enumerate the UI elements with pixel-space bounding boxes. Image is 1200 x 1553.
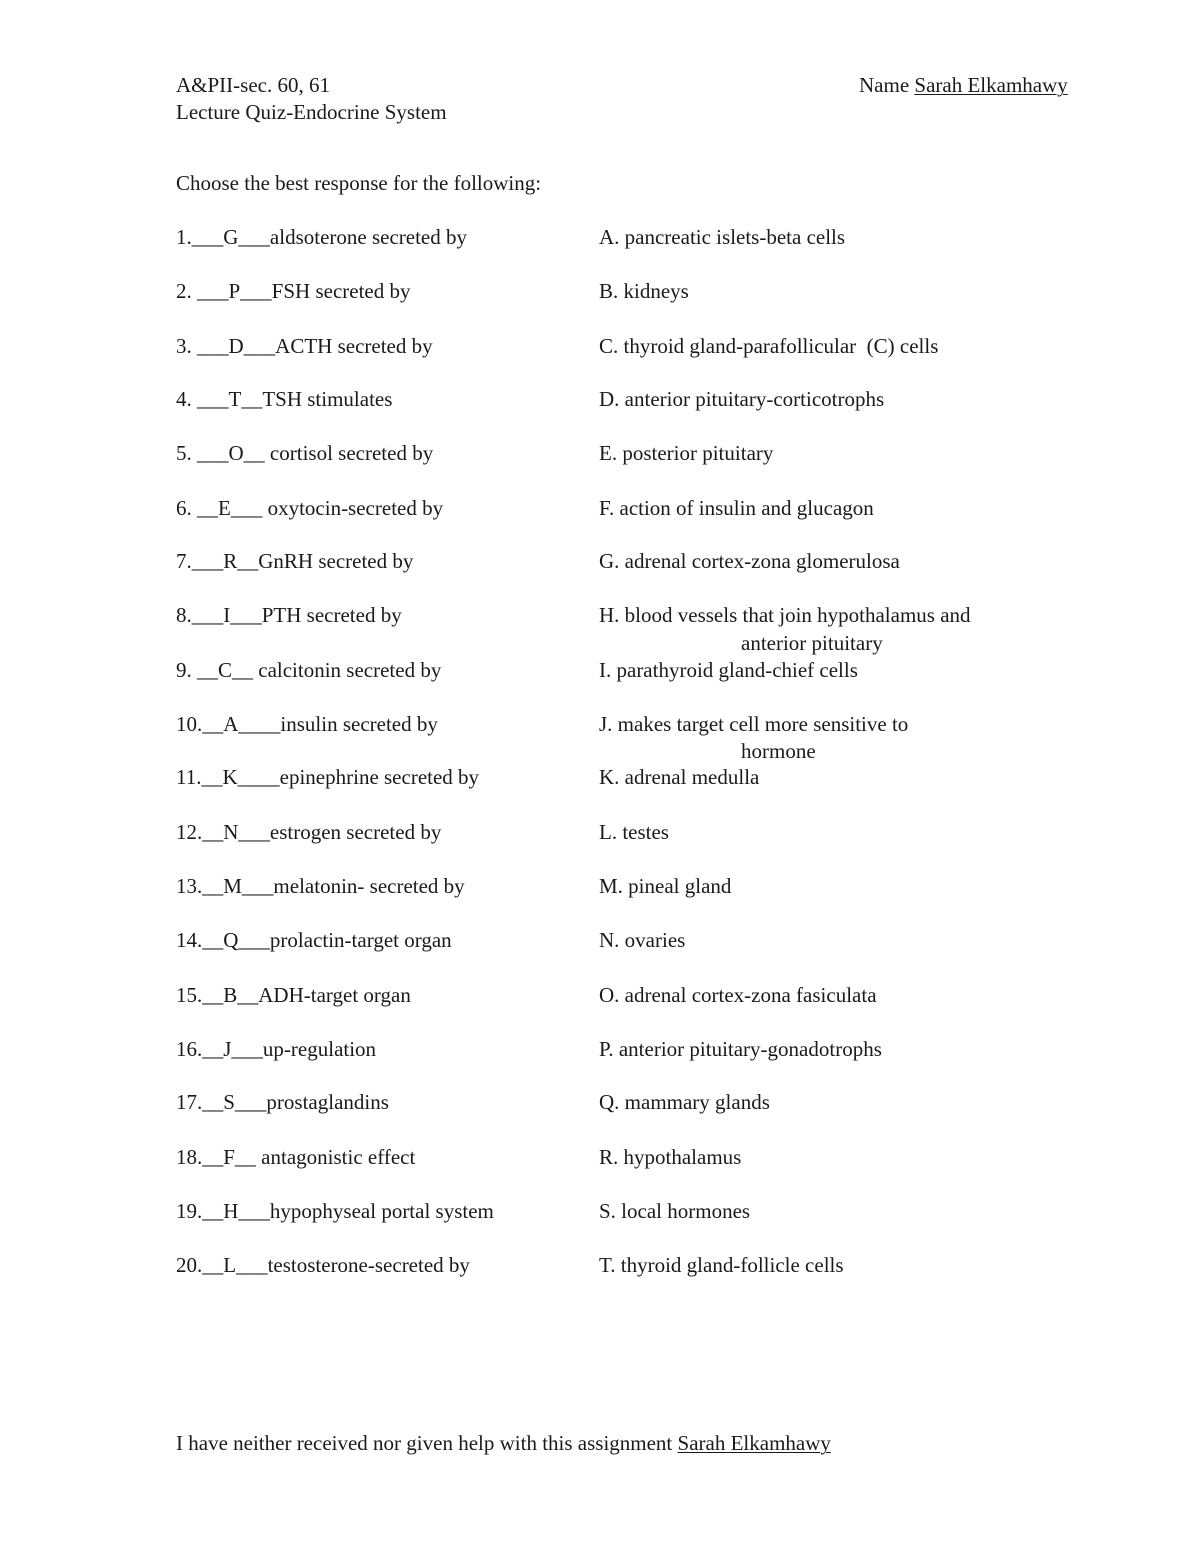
question-item: 12.__N___estrogen secreted by — [176, 820, 442, 844]
question-item: 9. __C__ calcitonin secreted by — [176, 658, 442, 682]
answer-option: T. thyroid gland-follicle cells — [599, 1253, 844, 1277]
answer-option: F. action of insulin and glucagon — [599, 496, 874, 520]
question-item: 5. ___O__ cortisol secreted by — [176, 441, 434, 465]
answer-option-j-continuation: hormone — [741, 739, 816, 763]
question-item: 2. ___P___FSH secreted by — [176, 279, 411, 303]
answer-option: J. makes target cell more sensitive to — [599, 712, 909, 736]
answer-option: B. kidneys — [599, 279, 689, 303]
question-item: 10.__A____insulin secreted by — [176, 712, 438, 736]
question-item: 8.___I___PTH secreted by — [176, 603, 402, 627]
question-item: 13.__M___melatonin- secreted by — [176, 874, 465, 898]
answer-option: P. anterior pituitary-gonadotrophs — [599, 1037, 882, 1061]
answer-option: H. blood vessels that join hypothalamus and — [599, 603, 971, 627]
course-section: A&PII-sec. 60, 61 — [176, 73, 330, 97]
question-item: 17.__S___prostaglandins — [176, 1090, 389, 1114]
answer-option: S. local hormones — [599, 1199, 751, 1223]
question-item: 11.__K____epinephrine secreted by — [176, 765, 480, 789]
student-name: Sarah Elkamhawy — [914, 73, 1068, 97]
answer-option: G. adrenal cortex-zona glomerulosa — [599, 549, 900, 573]
question-item: 3. ___D___ACTH secreted by — [176, 334, 433, 358]
answer-option: M. pineal gland — [599, 874, 732, 898]
answer-option: A. pancreatic islets-beta cells — [599, 225, 846, 249]
question-item: 15.__B__ADH-target organ — [176, 983, 411, 1007]
honor-statement — [176, 1433, 831, 1454]
answer-option: N. ovaries — [599, 928, 686, 952]
instructions: Choose the best response for the following: — [176, 171, 542, 195]
answer-option: R. hypothalamus — [599, 1145, 742, 1169]
question-item: 7.___R__GnRH secreted by — [176, 549, 414, 573]
question-item: 20.__L___testosterone-secreted by — [176, 1253, 470, 1277]
answer-option: E. posterior pituitary — [599, 441, 774, 465]
honor-statement-text: I have neither received nor given help with this assignment — [176, 1431, 673, 1455]
answer-option: C. thyroid gland-parafollicular (C) cells — [599, 334, 939, 358]
quiz-title: Lecture Quiz-Endocrine System — [176, 100, 447, 124]
answer-option: Q. mammary glands — [599, 1090, 770, 1114]
question-item: 16.__J___up-regulation — [176, 1037, 377, 1061]
question-item: 18.__F__ antagonistic effect — [176, 1145, 416, 1169]
signature: Sarah Elkamhawy — [677, 1431, 831, 1455]
student-name-field — [859, 75, 1068, 96]
answer-option: L. testes — [599, 820, 669, 844]
name-label: Name — [859, 73, 910, 97]
answer-option: D. anterior pituitary-corticotrophs — [599, 387, 885, 411]
question-item: 14.__Q___prolactin-target organ — [176, 928, 452, 952]
answer-option: O. adrenal cortex-zona fasiculata — [599, 983, 877, 1007]
question-item: 6. __E___ oxytocin-secreted by — [176, 496, 444, 520]
question-item: 4. ___T__TSH stimulates — [176, 387, 393, 411]
question-item: 1.___G___aldsoterone secreted by — [176, 225, 467, 249]
answer-option: I. parathyroid gland-chief cells — [599, 658, 858, 682]
answer-option-h-continuation: anterior pituitary — [741, 631, 883, 655]
answer-option: K. adrenal medulla — [599, 765, 760, 789]
question-item: 19.__H___hypophyseal portal system — [176, 1199, 494, 1223]
